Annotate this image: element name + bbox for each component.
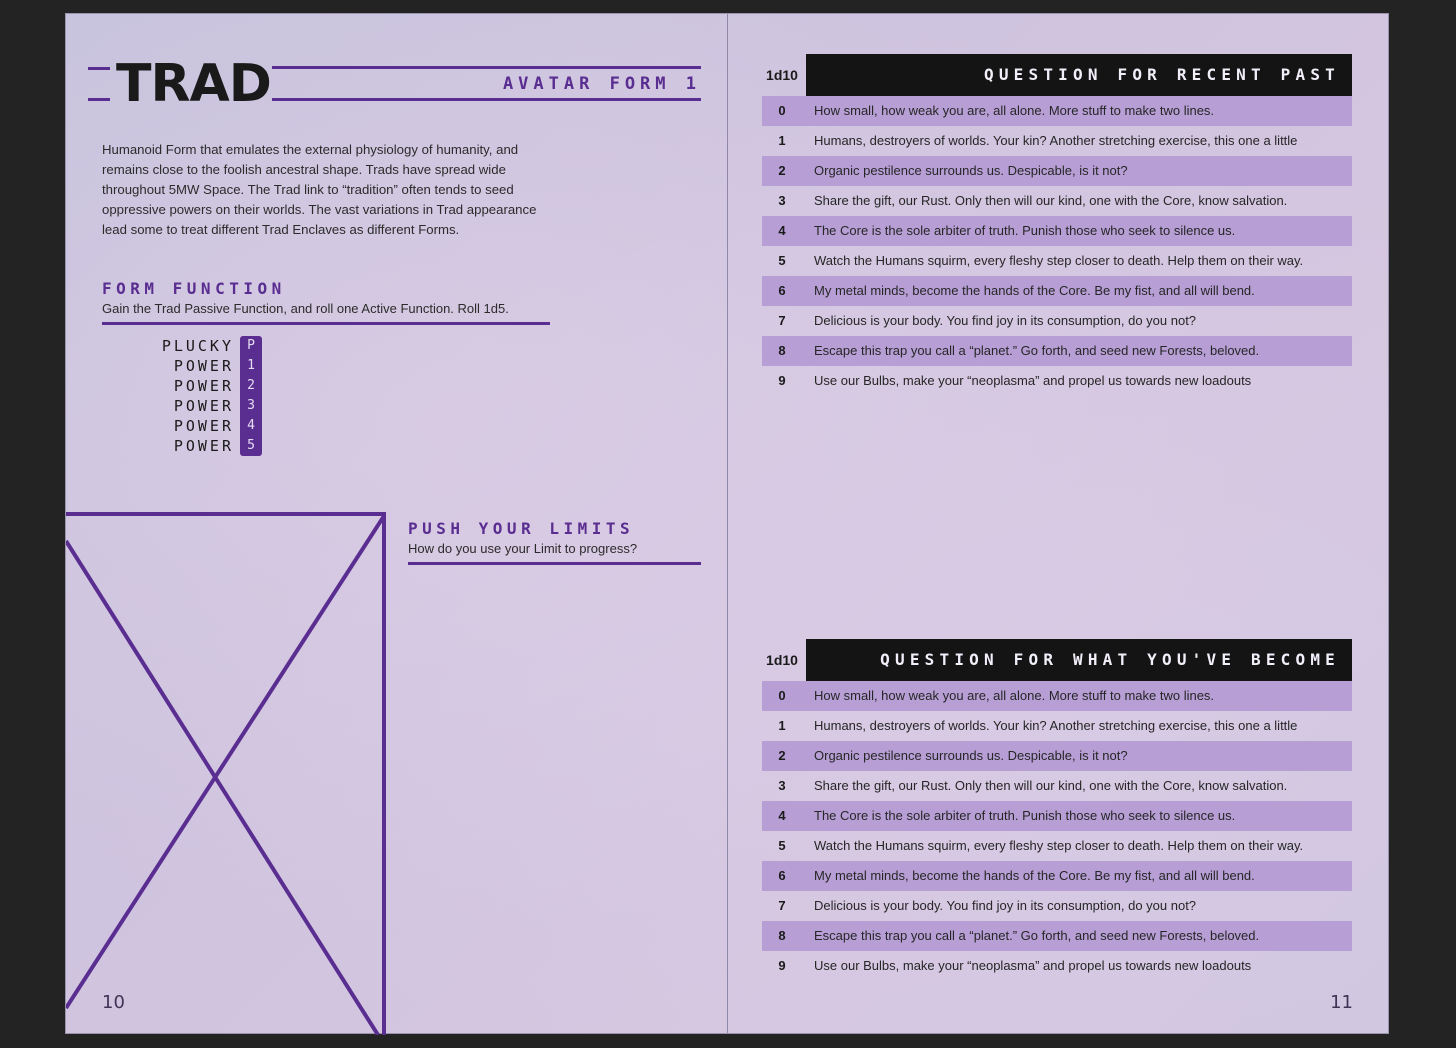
title-dash-bottom <box>88 98 110 101</box>
row-text: Escape this trap you call a “planet.” Go forth, and seed new Forests, beloved. <box>814 343 1260 358</box>
row-number: 0 <box>778 103 786 118</box>
row-number: 6 <box>778 868 786 883</box>
table-row <box>762 366 1352 396</box>
row-text: Use our Bulbs, make your “neoplasma” and propel us towards new loadouts <box>814 373 1252 388</box>
row-number: 1 <box>778 718 786 733</box>
power-tag: 4 <box>240 416 262 436</box>
row-number: 7 <box>778 313 786 328</box>
table-row <box>762 951 1352 981</box>
row-number: 3 <box>778 193 786 208</box>
row-text: The Core is the sole arbiter of truth. Punish those who seek to silence us. <box>814 808 1236 823</box>
right-page <box>728 14 1389 1033</box>
row-number: 0 <box>778 688 786 703</box>
table-row <box>762 831 1352 861</box>
power-row <box>142 436 262 456</box>
power-label: POWER <box>173 377 234 395</box>
row-number: 8 <box>778 343 786 358</box>
row-text: Watch the Humans squirm, every fleshy step closer to death. Help them on their way. <box>814 838 1304 853</box>
table-row <box>762 771 1352 801</box>
row-text: How small, how weak you are, all alone. More stuff to make two lines. <box>814 688 1215 703</box>
left-page <box>66 14 727 1033</box>
row-number: 3 <box>778 778 786 793</box>
row-text: Escape this trap you call a “planet.” Go forth, and seed new Forests, beloved. <box>814 928 1260 943</box>
row-text: Watch the Humans squirm, every fleshy step closer to death. Help them on their way. <box>814 253 1304 268</box>
table-row <box>762 96 1352 126</box>
table-heading: QUESTION FOR WHAT YOU'VE BECOME <box>806 639 1352 681</box>
row-number: 1 <box>778 133 786 148</box>
table-header <box>762 639 1352 681</box>
row-text: Use our Bulbs, make your “neoplasma” and propel us towards new loadouts <box>814 958 1252 973</box>
form-function-text: Gain the Trad Passive Function, and roll one Active Function. Roll 1d5. <box>102 301 509 316</box>
power-list <box>142 336 262 456</box>
title-rule-top <box>272 66 701 69</box>
power-label: PLUCKY <box>161 337 234 355</box>
become-table <box>762 639 1352 981</box>
row-text: Organic pestilence surrounds us. Despicable, is it not? <box>814 748 1128 763</box>
power-label: POWER <box>173 397 234 415</box>
row-number: 4 <box>778 808 786 823</box>
power-row <box>142 376 262 396</box>
row-text: Humans, destroyers of worlds. Your kin? Another stretching exercise, this one a little <box>814 133 1298 148</box>
row-text: Organic pestilence surrounds us. Despicable, is it not? <box>814 163 1128 178</box>
form-function-rule <box>102 322 550 325</box>
table-row <box>762 156 1352 186</box>
row-number: 8 <box>778 928 786 943</box>
form-function-heading: FORM FUNCTION <box>102 279 286 298</box>
table-heading: QUESTION FOR RECENT PAST <box>806 54 1352 96</box>
recent-past-table <box>762 54 1352 396</box>
table-row <box>762 276 1352 306</box>
power-row <box>142 336 262 356</box>
table-row <box>762 921 1352 951</box>
table-row <box>762 126 1352 156</box>
die-label: 1d10 <box>766 652 798 668</box>
table-row <box>762 186 1352 216</box>
push-limits-heading: PUSH YOUR LIMITS <box>408 519 635 538</box>
placeholder-diagonal-2 <box>66 516 384 1008</box>
table-header <box>762 54 1352 96</box>
row-number: 5 <box>778 253 786 268</box>
power-label: POWER <box>173 417 234 435</box>
push-limits-rule <box>408 562 701 565</box>
row-number: 9 <box>778 958 786 973</box>
power-tag: 5 <box>240 436 262 456</box>
row-text: Share the gift, our Rust. Only then will our kind, one with the Core, know salvation. <box>814 778 1288 793</box>
row-number: 5 <box>778 838 786 853</box>
row-text: Share the gift, our Rust. Only then will our kind, one with the Core, know salvation. <box>814 193 1288 208</box>
row-number: 4 <box>778 223 786 238</box>
table-row <box>762 891 1352 921</box>
placeholder-diagonal-1 <box>66 541 378 1035</box>
power-row <box>142 416 262 436</box>
page-title: TRAD <box>116 54 271 114</box>
row-number: 7 <box>778 898 786 913</box>
row-text: The Core is the sole arbiter of truth. Punish those who seek to silence us. <box>814 223 1236 238</box>
table-row <box>762 801 1352 831</box>
row-number: 6 <box>778 283 786 298</box>
table-row <box>762 306 1352 336</box>
power-tag: 3 <box>240 396 262 416</box>
die-label: 1d10 <box>766 67 798 83</box>
title-dash-top <box>88 67 110 70</box>
power-row <box>142 356 262 376</box>
power-tag: 1 <box>240 356 262 376</box>
table-row <box>762 861 1352 891</box>
table-row <box>762 741 1352 771</box>
power-row <box>142 396 262 416</box>
row-text: Humans, destroyers of worlds. Your kin? Another stretching exercise, this one a little <box>814 718 1298 733</box>
power-label: POWER <box>173 357 234 375</box>
row-number: 2 <box>778 748 786 763</box>
row-text: Delicious is your body. You find joy in its consumption, do you not? <box>814 898 1197 913</box>
row-number: 2 <box>778 163 786 178</box>
page-number-left: 10 <box>102 992 125 1013</box>
row-text: My metal minds, become the hands of the Core. Be my fist, and all will bend. <box>814 283 1255 298</box>
title-rule-bottom <box>272 98 701 101</box>
table-row <box>762 216 1352 246</box>
page-number-right: 11 <box>1330 992 1353 1013</box>
table-row <box>762 681 1352 711</box>
power-tag: P <box>240 336 262 356</box>
power-tag: 2 <box>240 376 262 396</box>
row-number: 9 <box>778 373 786 388</box>
row-text: How small, how weak you are, all alone. More stuff to make two lines. <box>814 103 1215 118</box>
table-row <box>762 246 1352 276</box>
image-placeholder <box>66 511 388 1035</box>
table-row <box>762 336 1352 366</box>
row-text: Delicious is your body. You find joy in its consumption, do you not? <box>814 313 1197 328</box>
push-limits-text: How do you use your Limit to progress? <box>408 541 638 556</box>
avatar-form-subtitle: AVATAR FORM 1 <box>502 74 701 94</box>
intro-paragraph: Humanoid Form that emulates the external physiology of humanity, and remains close to the foolish ancestral shape. Trads have spread wide throughout 5MW Space. The Trad link to “tradition” often tends to seed oppressive powers on their worlds. The vast variations in Trad appearance lead some to treat different Trad Enclaves as different Forms. <box>102 142 537 237</box>
row-text: My metal minds, become the hands of the Core. Be my fist, and all will bend. <box>814 868 1255 883</box>
book-spread <box>65 13 1389 1034</box>
power-label: POWER <box>173 437 234 455</box>
table-row <box>762 711 1352 741</box>
